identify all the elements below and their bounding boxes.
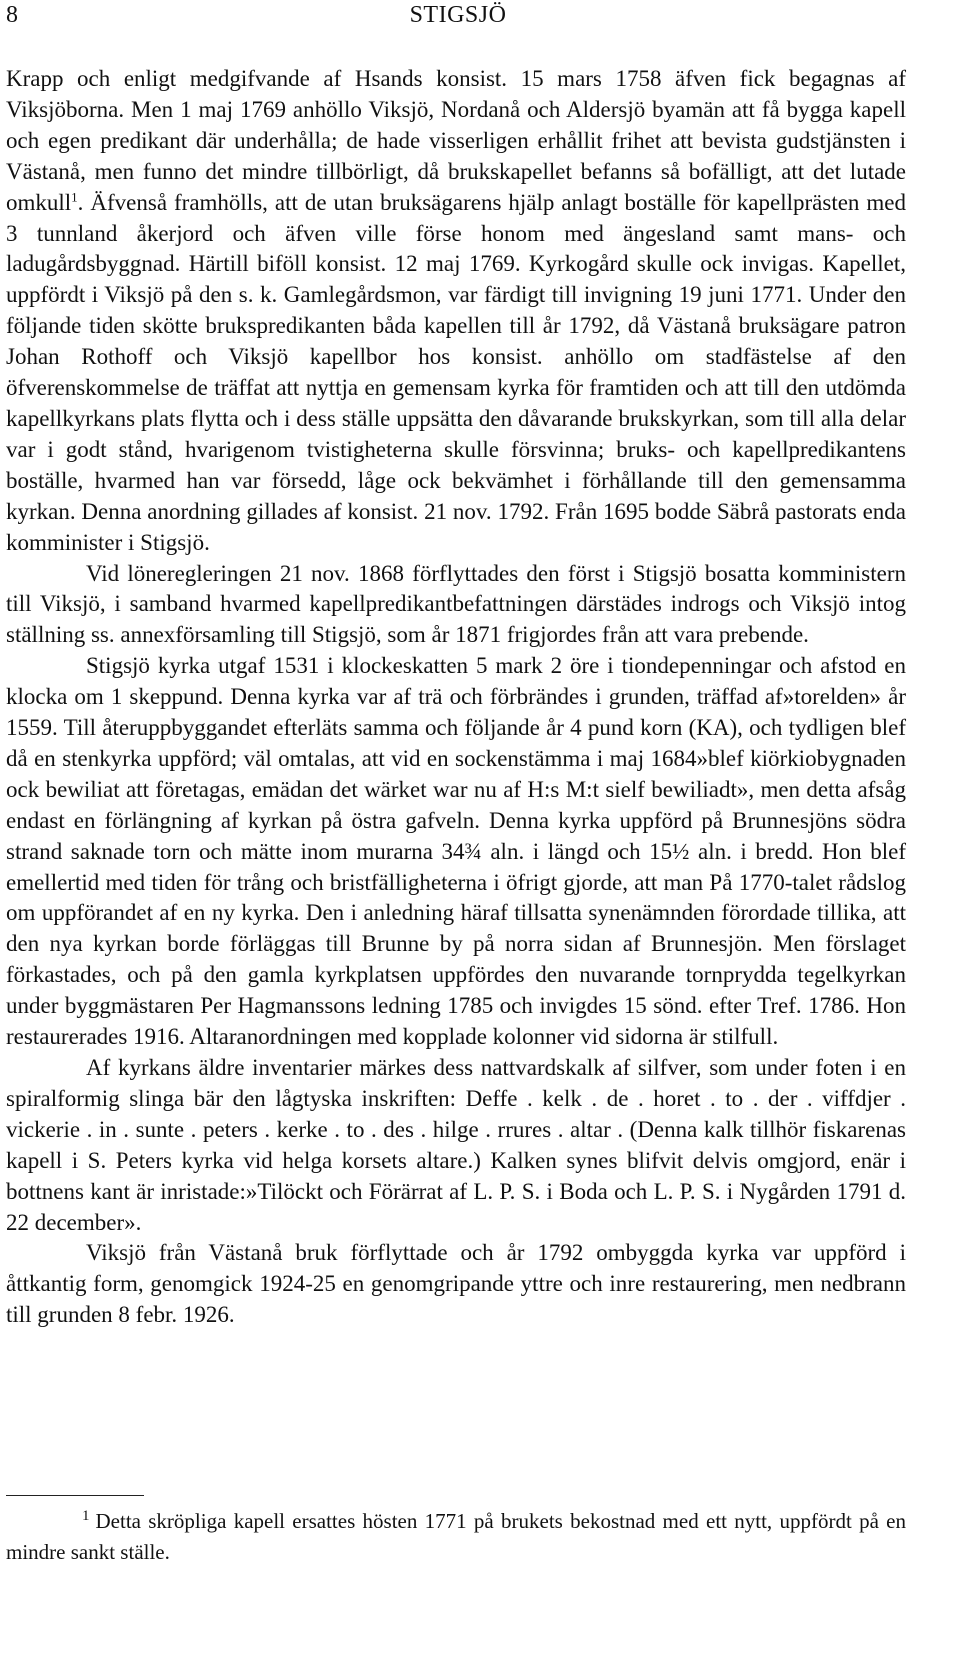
body-text (6, 64, 906, 1331)
running-head: STIGSJÖ (409, 2, 507, 28)
page-header (6, 2, 910, 32)
paragraph-2: Vid löneregleringen 21 nov. 1868 förflyttades den först i Stigsjö bosatta komministern till Viksjö, i samband hvarmed kapellpredikantbefattningen därstädes indrogs och Viksjö intog ställning ss. annexförsamling till Stigsjö, som år 1871 frigjordes från att vara prebende. (6, 560, 906, 648)
paragraph-1 (6, 64, 906, 559)
footnote-text: Detta skröpliga kapell ersattes hösten 1771 på brukets bekostnad med ett nytt, uppfördt på en mindre sankt ställe. (6, 1509, 906, 1564)
paragraph-4: Af kyrkans äldre inventarier märkes dess nattvardskalk af silfver, som under foten i en spiralformig slinga bär den lågtyska inskriften: Deffe . kelk . de . horet . to . der . viffdjer . vickerie . in . sunte . peters . kerke . to . des . hilge . rrures . altar . (Denna kalk tillhör fiskarenas kapell i S. Peters kyrka vid helga korsets altare.) Kalken synes blifvit delvis omgjord, enär i bottnens kant är inristade:»Tilöckt och Förärrat af L. P. S. i Boda och L. P. S. i Nygården 1791 d. 22 december». (6, 1055, 906, 1235)
footnote-mark: 1 (82, 1508, 90, 1524)
paragraph-1-text-before: Krapp och enligt medgifvande af Hsands konsist. 15 mars 1758 äfven fick begagnas af Viksjöborna. Men 1 maj 1769 anhöllo Viksjö, Nordanå och Aldersjö byamän att få bygga kapell och egen predikant där underhålla; de hade visserligen erhållit frihet att bevista gudstjänsten i Västanå, men funno det mindre tillbörligt, då brukskapellet befanns så bofälligt, att det lutade omkull (6, 66, 906, 215)
paragraph-3: Stigsjö kyrka utgaf 1531 i klockeskatten 5 mark 2 öre i tiondepenningar och afstod en klocka om 1 skeppund. Denna kyrka var af trä och förbrändes i grunden, träffad af»torelden» år 1559. Till återuppbyggandet efterläts samma och följande år 4 pund korn (KA), och tydligen blef då en stenkyrka uppförd; väl omtalas, att vid en sockenstämma i maj 1684»blef kiörkiobygnaden ock bewiliat att företagas, emädan det wärket war nu af H:s M:t sielf bewiliadt», men detta afsåg endast en förlängning af kyrkan på östra gafveln. Denna kyrka uppförd på Brunnesjöns södra strand saknade torn och mätte inom murarna 34¾ aln. i längd och 15½ aln. i bredd. Hon blef emellertid med tiden för trång och bristfälligheterna i öfrigt gjorde, att man På 1770-talet rådslog om uppförandet af en ny kyrka. Den i anledning häraf tillsatta synenämnden förordade tillika, att den nya kyrkan borde förläggas till Brunne by på norra sidan af Brunnesjön. Men förslaget förkastades, och på den gamla kyrkplatsen uppfördes den nuvarande tornprydda tegelkyrkan under byggmästaren Per Hagmanssons ledning 1785 och invigdes 15 sönd. efter Tref. 1786. Hon restaurerades 1916. Altaranordningen med kopplade kolonner vid sidorna är stilfull. (6, 653, 906, 1050)
page-number: 8 (6, 2, 18, 28)
paragraph-5: Viksjö från Västanå bruk förflyttade och år 1792 ombyggda kyrka var uppförd i åttkantig form, genomgick 1924-25 en genomgripande yttre och inre restaurering, men nedbrann till grunden 8 febr. 1926. (6, 1240, 906, 1328)
footnote-reference: 1 (71, 188, 78, 204)
footnote (6, 1506, 906, 1568)
footnote-divider (6, 1495, 144, 1496)
paragraph-1-text-after: . Äfvenså framhölls, att de utan bruksägarens hjälp anlagt boställe för kapellprästen med 3 tunnland åkerjord och äfven ville förse honom med ängesland samt mans- och ladugårdsbyggnad. Härtill biföll konsist. 12 maj 1769. Kyrkogård skulle ock invigas. Kapellet, uppfördt i Viksjö på den s. k. Gamlegårdsmon, var färdigt till invigning 19 juni 1771. Under den följande tiden skötte brukspredikanten båda kapellen till år 1792, då Västanå bruksägare patron Johan Rothoff och Viksjö kapellbor hos konsist. anhöllo om stadfästelse af den öfverenskommelse de träffat att nyttja en gemensam kyrka för framtiden och att till den utdömda kapellkyrkans plats flytta och i dess ställe uppsätta den dåvarande brukskyrkan, som till alla delar var i godt stånd, hvarigenom tvistigheterna skulle försvinna; bruks- och kapellpredikantens boställe, hvarmed han var försedd, låge ock bekvämhet i förhållande till den gemensamma kyrkan. Denna anordning gillades af konsist. 21 nov. 1792. Från 1695 bodde Säbrå pastorats enda komminister i Stigsjö. (6, 189, 906, 555)
